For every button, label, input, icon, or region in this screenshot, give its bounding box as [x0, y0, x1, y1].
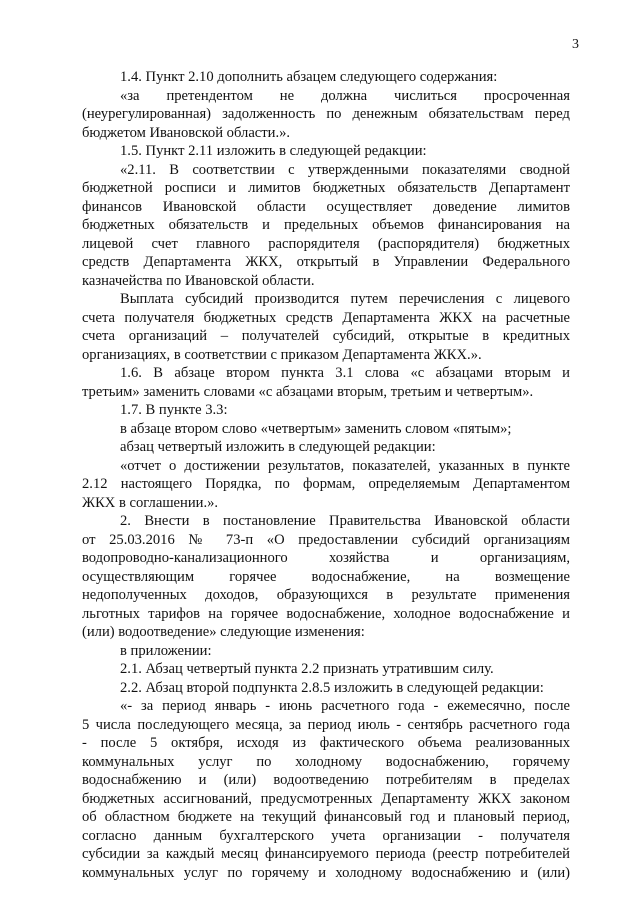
text-line: водоснабжению и (или) водоотведению потребителям в пределах: [82, 772, 570, 788]
text-line: (или) водоотведение» следующие изменения:: [82, 624, 365, 640]
text-line: казначейства по Ивановской области.: [82, 272, 315, 289]
text-line: бюджетных обязательств и предельных объемов финансирования на: [82, 217, 570, 233]
text-line: льготных тарифов на горячее водоснабжение, холодное водоснабжение и: [82, 605, 570, 622]
text-line: об областном бюджете на текущий финансовый год и плановый период,: [82, 809, 570, 825]
text-line: бюджетных ассигнований, предусмотренных Департаменту ЖКХ законом: [82, 790, 570, 807]
text-line: 2.2. Абзац второй подпункта 2.8.5 изложить в следующей редакции:: [120, 679, 544, 696]
text-line: счета получателя бюджетных средств Департамента ЖКХ на расчетные: [82, 309, 570, 326]
text-line: осуществляющим горячее водоснабжение, на возмещение: [82, 568, 570, 585]
text-line: средств Департамента ЖКХ, открытый в Управлении Федерального: [82, 254, 570, 270]
text-line: коммунальных услуг по горячему и холодному водоснабжению и (или): [82, 864, 570, 881]
text-line: третьим» заменить словами «с абзацами вторым, третьим и четвертым».: [82, 383, 534, 400]
text-line: финансов Ивановской области осуществляет доведение лимитов: [82, 198, 570, 215]
document-body: [82, 68, 570, 882]
text-line: «- за период январь - июнь расчетного года - ежемесячно, после: [120, 698, 570, 714]
text-line: 2.12 настоящего Порядка, по формам, определяемым Департаментом: [82, 476, 570, 492]
text-line: 1.5. Пункт 2.11 изложить в следующей редакции:: [120, 143, 427, 159]
text-line: субсидии за каждый месяц финансируемого периода (реестр потребителей: [82, 846, 570, 862]
text-line: Выплата субсидий производится путем перечисления с лицевого: [120, 291, 570, 307]
text-line: водопроводно-канализационного хозяйства и организациям,: [82, 550, 570, 566]
text-line: «2.11. В соответствии с утвержденными показателями сводной: [120, 161, 570, 178]
text-line: 2.1. Абзац четвертый пункта 2.2 признать утратившим силу.: [120, 661, 494, 677]
page-number: 3: [572, 37, 579, 52]
text-line: 2. Внести в постановление Правительства Ивановской области: [120, 513, 570, 529]
text-line: 1.7. В пункте 3.3:: [120, 402, 228, 418]
text-line: «отчет о достижении результатов, показателей, указанных в пункте: [120, 457, 570, 474]
text-line: ЖКХ в соглашении.».: [82, 494, 219, 511]
text-line: 1.6. В абзаце втором пункта 3.1 слова «с абзацами вторым и: [120, 365, 570, 381]
text-line: от 25.03.2016 № 73-п «О предоставлении субсидий организациям: [82, 531, 570, 548]
text-line: недополученных доходов, образующихся в результате применения: [82, 587, 570, 603]
text-line: бюджетом Ивановской области.».: [82, 124, 291, 141]
text-line: 5 числа последующего месяца, за период июль - сентябрь расчетного года: [82, 716, 570, 733]
text-line: лицевой счет главного распорядителя (распорядителя) бюджетных: [82, 235, 570, 252]
text-line: организациях, в соответствии с приказом Департамента ЖКХ.».: [82, 346, 482, 363]
text-line: «за претендентом не должна числиться просроченная: [120, 87, 570, 104]
text-line: бюджетной росписи и лимитов бюджетных обязательств Департамент: [82, 180, 570, 196]
text-line: счета организаций – получателей субсидий, открытые в кредитных: [82, 328, 570, 344]
text-line: согласно данным бухгалтерского учета организации - получателя: [82, 827, 570, 844]
text-line: в абзаце втором слово «четвертым» заменить словом «пятым»;: [120, 420, 512, 437]
text-line: абзац четвертый изложить в следующей редакции:: [120, 439, 436, 455]
text-line: коммунальных услуг по холодному водоснабжению, горячему: [82, 753, 570, 770]
text-line: 1.4. Пункт 2.10 дополнить абзацем следующего содержания:: [120, 69, 498, 85]
text-line: в приложении:: [120, 642, 212, 659]
text-line: (неурегулированная) задолженность по денежным обязательствам перед: [82, 106, 570, 122]
text-line: - после 5 октября, исходя из фактического объема реализованных: [82, 735, 570, 751]
